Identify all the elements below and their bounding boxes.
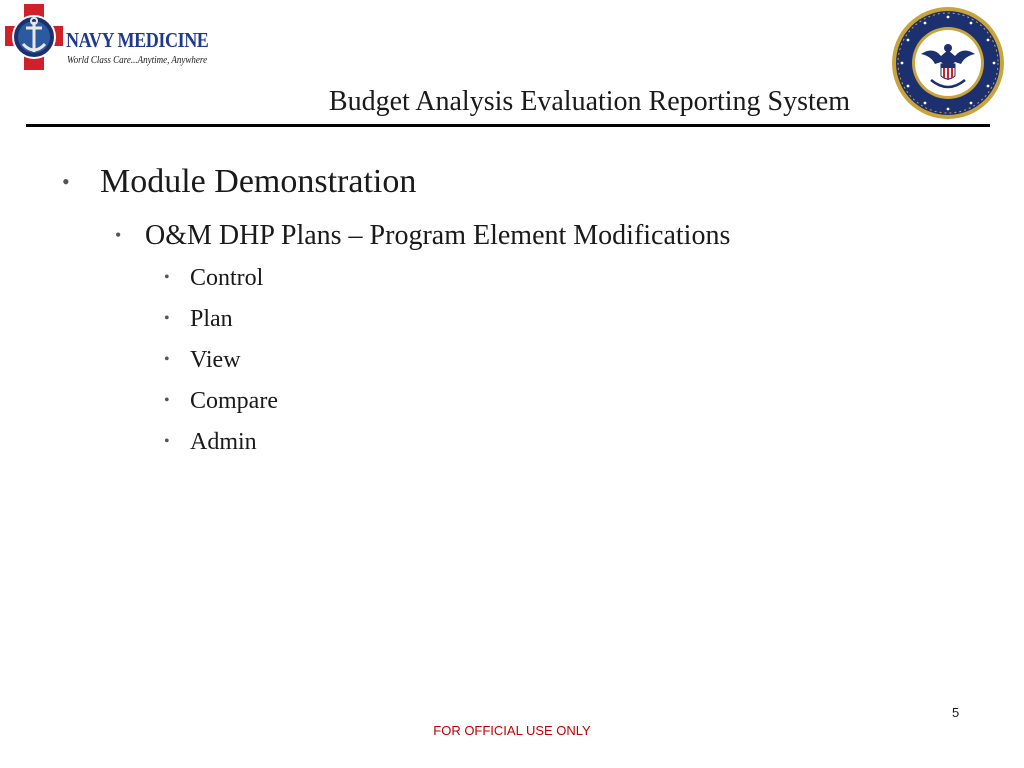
bullet-icon: • [62,169,70,194]
seal-icon [891,6,1005,120]
anchor-cross-icon [2,2,68,74]
bureau-seal [891,6,1005,120]
logo-tagline: World Class Care...Anytime, Anywhere [67,55,208,66]
classification-label: FOR OFFICIAL USE ONLY [433,723,591,738]
bullet-level3 [164,265,264,292]
bullet-text: Module Demonstration [100,163,417,200]
bullet-level3 [164,429,257,456]
page-number: 5 [952,705,960,720]
bullet-level3 [164,306,233,333]
bullet-text: Plan [190,306,233,332]
bullet-level3 [164,388,278,415]
bullet-text: Compare [190,388,278,414]
logo-brand-text: NAVY MEDICINE [66,28,209,52]
bullet-text: O&M DHP Plans – Program Element Modifications [145,220,731,251]
bullet-level2 [115,220,731,252]
bullet-icon: • [115,225,122,245]
bullet-icon: • [164,351,170,368]
bullet-text: Control [190,265,264,291]
bullet-text: Admin [190,429,257,455]
title-divider [26,124,990,127]
bullet-icon: • [164,433,170,450]
slide-title: Budget Analysis Evaluation Reporting System [328,86,850,117]
bullet-text: View [190,347,241,373]
navy-medicine-logo [2,2,209,74]
bullet-level3 [164,347,241,374]
bullet-icon: • [164,392,170,409]
bullet-level1 [62,163,417,201]
bullet-icon: • [164,269,170,286]
bullet-icon: • [164,310,170,327]
